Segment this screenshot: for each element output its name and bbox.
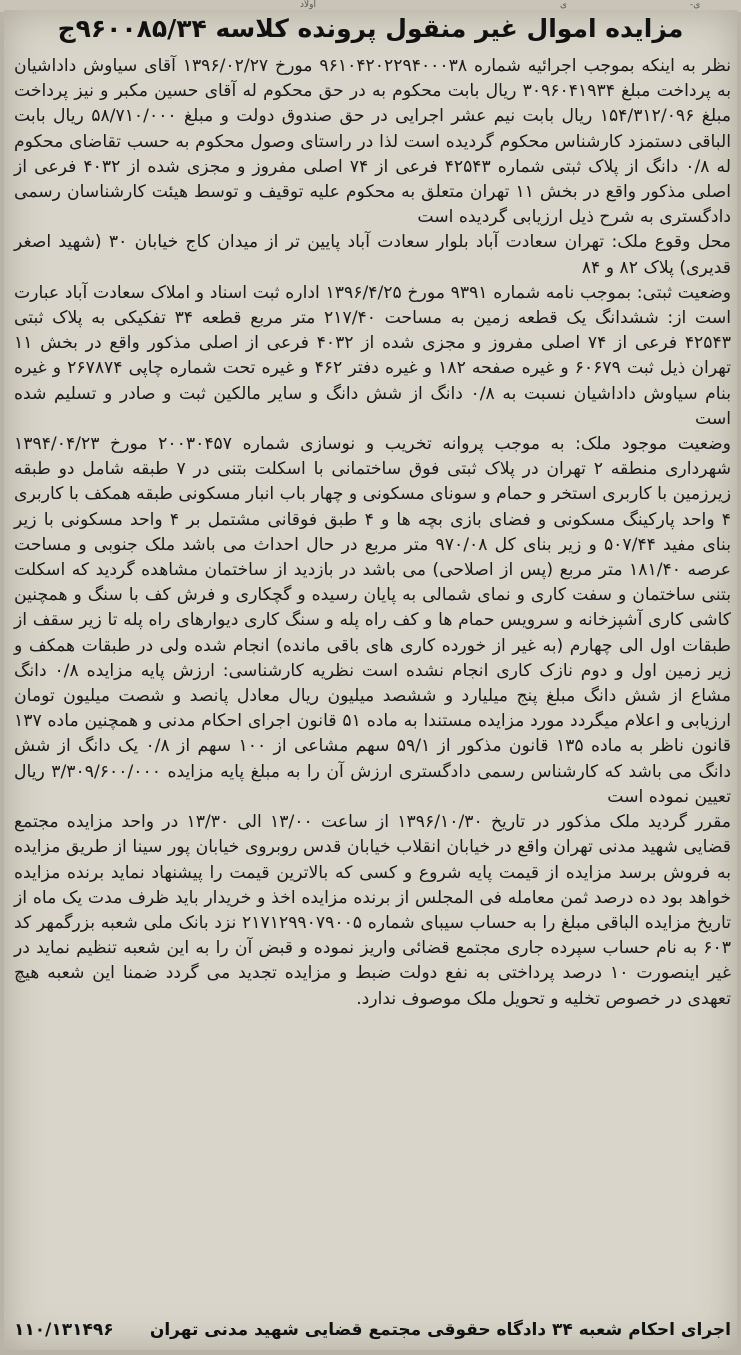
intro-paragraph: نظر به اینکه بموجب اجرائیه شماره ۹۶۱۰۴۲۰۲۲۹۴۰۰۰۳۸ مورخ ۱۳۹۶/۰۲/۲۷ آقای سیاوش داداشیان به پرداخت مبلغ ۳۰۹۶۰۴۱۹۳۴ ریال بابت محکوم به در حق محکوم له آقای حسین مکبر و نیز پرداخت مبلغ ۱۵۴/۳۱۲/۰۹۶ ریال بابت نیم عشر اجرایی در حق صندوق دولت و مبلغ ۵۸/۷۱۰/۰۰۰ ریال بابت الباقی دستمزد کارشناس محکوم گردیده است لذا در راستای وصول محکوم به حسب تقاضای محکوم له ۰/۸ دانگ از پلاک ثبتی شماره ۴۲۵۴۳ فرعی از ۷۴ اصلی مفروز و مجزی شده از ۴۰۳۲ فرعی از اصلی مذکور واقع در بخش ۱۱ تهران متعلق به محکوم علیه توقیف و توسط هیئت کارشناسان رسمی دادگستری به شرح ذیل ارزیابی گردیده است [14,56,731,228]
location-paragraph: محل وقوع ملک: تهران سعادت آباد بلوار سعادت آباد پایین تر از میدان کاج خیابان ۳۰ (شهید اصغر قدیری) پلاک ۸۲ و ۸۴ [14,232,731,278]
condition-paragraph: وضعیت موجود ملک: به موجب پروانه تخریب و نوسازی شماره ۲۰۰۳۰۴۵۷ مورخ ۱۳۹۴/۰۴/۲۳ شهرداری منطقه ۲ تهران در پلاک ثبتی فوق ساختمانی با اسکلت بتنی در ۷ طبقه شامل دو طبقه زیرزمین با کاربری استخر و حمام و سونای مسکونی و چهار باب انبار مسکونی طبقه همکف با کاربری ۴ واحد پارکینگ مسکونی و فضای بازی بچه ها و ۴ طبق فوقانی مشتمل بر ۴ واحد مسکونی با زیر بنای مفید ۵۰۷/۴۴ و زیر بنای کل ۹۷۰/۰۸ متر مربع در حال احداث می باشد ملک جنوبی و مساحت عرصه ۱۸۱/۴۰ متر مربع (پس از اصلاحی) می باشد در بازدید از ساختمان مشاهده گردید که اسکلت بتنی ساختمان و سفت کاری و نمای شمالی به پایان رسیده و گچکاری و فرش کف با سنگ و همچنین کاشی کاری آشپزخانه و سرویس حمام ها و کف راه پله و سنگ کاری دیوارهای راه پله تا زیر سقف از طبقات اول الی چهارم (به غیر از خورده کاری های باقی مانده) انجام شده ولی در طبقات همکف و زیر زمین اول و دوم نازک کاری انجام نشده است نظریه کارشناسی: ارزش پایه مزایده ۰/۸ دانگ مشاع از شش دانگ مبلغ پنج میلیارد و ششصد میلیون ریال معادل پانصد و شصت میلیون تومان ارزیابی و اعلام میگردد مورد مزایده مستندا به ماده ۵۱ قانون اجرای احکام مدنی و همچنین ماده ۱۳۷ قانون ناظر به ماده ۱۳۵ قانون مذکور از ۵۹/۱ سهم مشاعی از ۱۰۰ سهم از ۰/۸ یک دانگ از شش دانگ می باشد که کارشناس رسمی دادگستری ارزش آن را به مبلغ پایه مزایده ۳/۳۰۹/۶۰۰/۰۰۰ ریال تعیین نموده است [14,434,732,807]
notice-title: مزایده اموال غیر منقول پرونده کلاسه ۹۶۰۰۸۵/۳۴ج [57,14,684,43]
notice-code: ۱۱۰/۱۳۱۴۹۶ [14,1320,114,1340]
top-fragment: -ی [690,0,701,10]
registration-paragraph: وضعیت ثبتی: بموجب نامه شماره ۹۳۹۱ مورخ ۱۳۹۶/۴/۲۵ اداره ثبت اسناد و املاک سعادت آباد عبارت است از: ششدانگ یک قطعه زمین به مساحت ۲۱۷/۴۰ متر مربع قطعه ۳۴ تفکیکی به پلاک ثبتی ۴۲۵۴۳ فرعی از ۷۴ اصلی مفروز و مجزی شده از ۴۰۳۲ فرعی از اصلی مذکور واقع در بخش ۱۱ تهران ذیل ثبت ۶۰۶۷۹ و غیره صفحه ۱۸۲ و غیره دفتر ۴۶۲ و غیره تحت شماره چاپی ۲۶۷۸۷۴ و غیره بنام سیاوش داداشیان نسبت به ۰/۸ دانگ از شش دانگ و سایر مالکین ثبت و صادر و تسلیم شده است [14,282,732,429]
issuer-signature: اجرای احکام شعبه ۳۴ دادگاه حقوقی مجتمع قضایی شهید مدنی تهران [149,1320,731,1340]
top-fragment: اولاد [300,0,316,10]
notice-footer [14,1320,731,1340]
notice-body [14,54,731,1012]
top-fragment: ی [560,0,568,10]
auction-terms-paragraph: مقرر گردید ملک مذکور در تاریخ ۱۳۹۶/۱۰/۳۰ از ساعت ۱۳/۰۰ الی ۱۳/۳۰ در واحد مزایده مجتمع قضایی شهید مدنی تهران واقع در خیابان انقلاب خیابان قدس روبروی خیابان پور سینا از طریق مزایده به فروش برسد مزایده از قیمت پایه شروع و کسی که بالاترین قیمت را پیشنهاد نماید برنده مزایده خواهد بود ده درصد ثمن معامله فی المجلس از برنده مزایده اخذ و خریدار باید ظرف مدت یک ماه از تاریخ مزایده الباقی مبلغ را به حساب سیبای شماره ۲۱۷۱۲۹۹۰۷۹۰۰۵ نزد بانک ملی شعبه بزرگمهر کد ۶۰۳ به نام حساب سپرده جاری مجتمع قضائی واریز نموده و قبض آن را به این شعبه تنظیم نماید در غیر اینصورت ۱۰ درصد پرداختی به نفع دولت ضبط و مزایده تجدید می گردد ضمنا این شعبه هیچ تعهدی در خصوص تخلیه و تحویل ملک موصوف ندارد. [14,812,731,1009]
